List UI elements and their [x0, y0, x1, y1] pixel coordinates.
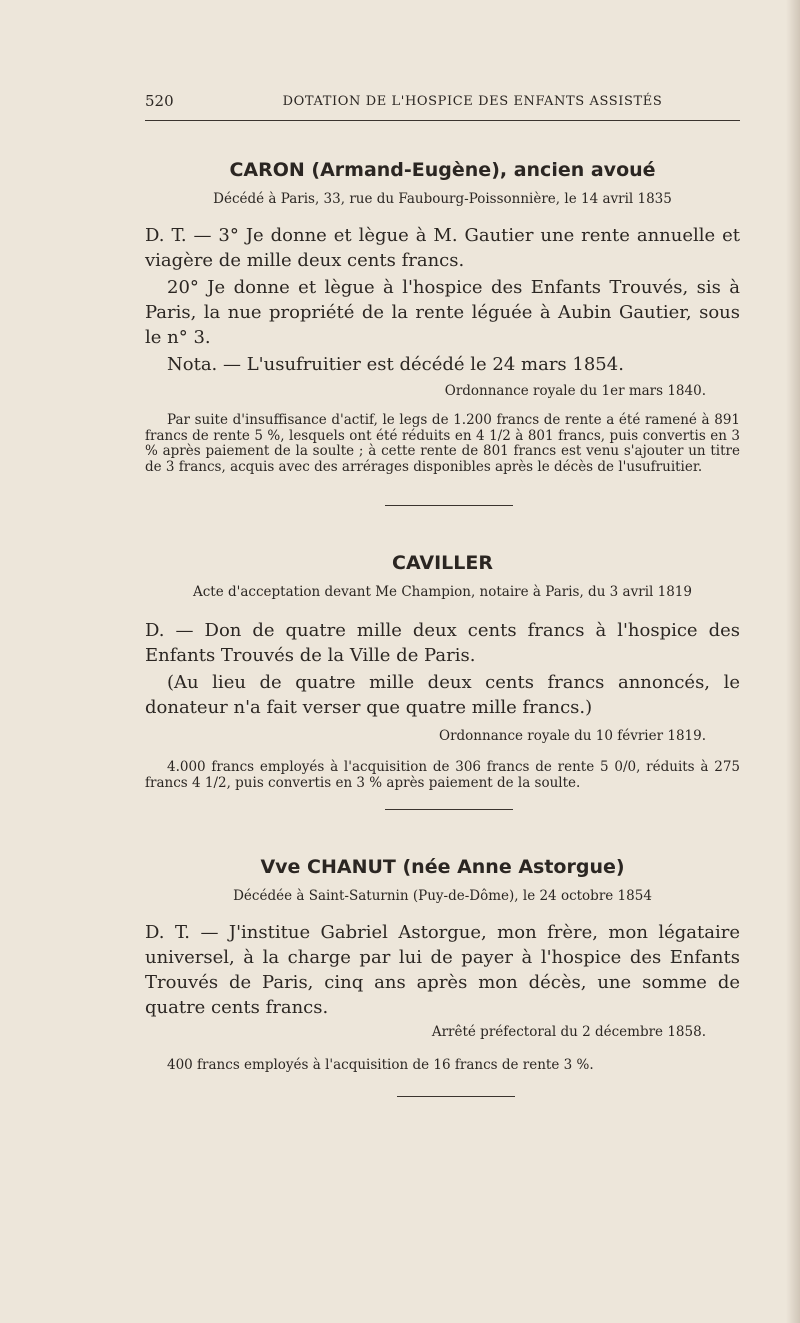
entry-decree-chanut: Arrêté préfectoral du 2 décembre 1858.: [431, 1024, 706, 1040]
entry-paragraph: D. T. — 3° Je donne et lègue à M. Gautier une rente annuelle et viagère de mille deux cents francs.: [145, 225, 740, 271]
page-edge-shadow: [786, 0, 800, 1323]
running-title: DOTATION DE L'HOSPICE DES ENFANTS ASSISTÉS: [282, 94, 663, 109]
entry-decree-caron: Ordonnance royale du 1er mars 1840.: [444, 383, 706, 399]
entry-paragraph: (Au lieu de quatre mille deux cents francs annoncés, le donateur n'a fait verser que quatre mille francs.): [145, 672, 740, 718]
entry-note-chanut: 400 francs employés à l'acquisition de 16 francs de rente 3 %.: [167, 1057, 594, 1073]
entry-paragraph: D. T. — J'institue Gabriel Astorgue, mon frère, mon légataire universel, à la charge par lui de payer à l'hospice des Enfants Trouvés de Paris, cinq ans après mon décès, une somme de quatre cents francs.: [145, 922, 740, 1018]
entry-heading-caviller: CAVILLER: [392, 552, 493, 574]
entry-decree-caviller: Ordonnance royale du 10 février 1819.: [439, 728, 706, 744]
entry-heading-chanut: Vve CHANUT (née Anne Astorgue): [260, 856, 625, 878]
entry-paragraph: Nota. — L'usufruitier est décédé le 24 mars 1854.: [167, 354, 624, 375]
entry-note-caron: Par suite d'insuffisance d'actif, le legs de 1.200 francs de rente a été ramené à 891 francs de rente 5 %, lesquels ont été réduits en 4 1/2 à 801 francs, puis convertis en 3 % après paiement de la soulte ; à cette rente de 801 francs est venu s'ajouter un titre de 3 francs, acquis avec des arrérages disponibles après le décès de l'usufruitier.: [145, 412, 740, 475]
section-divider: [397, 1096, 515, 1097]
section-divider: [385, 809, 513, 810]
entry-subtitle-chanut: Décédée à Saint-Saturnin (Puy-de-Dôme), le 24 octobre 1854: [233, 888, 652, 904]
entry-note-caviller: 4.000 francs employés à l'acquisition de 306 francs de rente 5 0/0, réduits à 275 francs 4 1/2, puis convertis en 3 % après paiement de la soulte.: [145, 759, 740, 791]
entry-subtitle-caron: Décédé à Paris, 33, rue du Faubourg-Poissonnière, le 14 avril 1835: [213, 191, 672, 207]
entry-paragraph: D. — Don de quatre mille deux cents francs à l'hospice des Enfants Trouvés de la Ville de Paris.: [145, 620, 740, 666]
entry-subtitle-caviller: Acte d'acceptation devant Me Champion, notaire à Paris, du 3 avril 1819: [193, 584, 692, 600]
running-head: [145, 92, 740, 121]
section-divider: [385, 505, 513, 506]
entry-heading-caron: CARON (Armand-Eugène), ancien avoué: [229, 159, 656, 181]
entry-paragraph: 20° Je donne et lègue à l'hospice des Enfants Trouvés, sis à Paris, la nue propriété de la rente léguée à Aubin Gautier, sous le n° 3.: [145, 277, 740, 348]
page-number: 520: [145, 92, 174, 110]
page: [145, 92, 740, 1097]
